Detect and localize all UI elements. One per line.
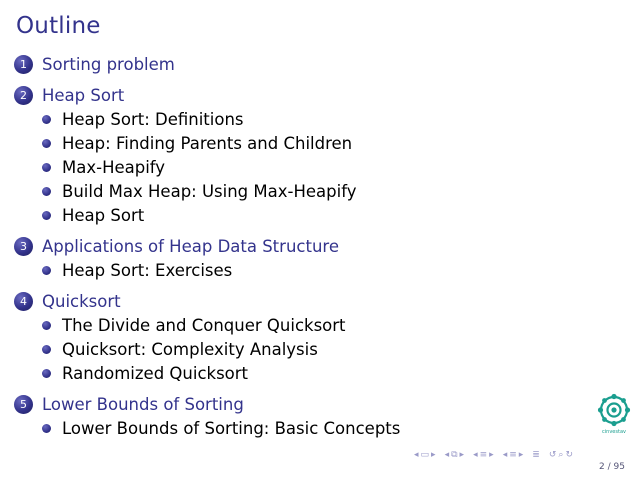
subsection-label: Heap Sort: Definitions	[62, 109, 244, 129]
page-total: 95	[613, 462, 625, 472]
subsection-link[interactable]	[42, 203, 574, 227]
subsection-link[interactable]	[42, 416, 574, 440]
next-doc-icon[interactable]: ▸	[518, 450, 524, 460]
slide-title: Outline	[16, 13, 101, 39]
bullet-icon	[42, 321, 51, 330]
subsection-link[interactable]	[42, 107, 574, 131]
appendix-icon[interactable]: ≣	[532, 450, 540, 460]
section-nav-group	[473, 450, 494, 460]
section-label: Applications of Heap Data Structure	[42, 236, 339, 256]
bullet-icon	[42, 369, 51, 378]
subsection-link[interactable]	[42, 155, 574, 179]
outline-section	[14, 289, 574, 385]
logo-text: cinvestav	[602, 429, 626, 435]
section-link-2[interactable]	[14, 83, 574, 107]
outline-section	[14, 83, 574, 227]
outline-section	[14, 392, 574, 440]
subsection-label: The Divide and Conquer Quicksort	[62, 315, 346, 335]
search-nav-group	[549, 450, 573, 460]
navigation-bar	[414, 448, 579, 462]
search-icon[interactable]: ⌕	[558, 450, 564, 460]
section-link-5[interactable]	[14, 392, 574, 416]
outline-section	[14, 52, 574, 76]
subsection-link[interactable]	[42, 258, 574, 282]
subsection-label: Heap: Finding Parents and Children	[62, 133, 353, 153]
section-label: Sorting problem	[42, 54, 175, 74]
bullet-icon	[42, 424, 51, 433]
section-icon[interactable]: ≡	[479, 450, 488, 460]
prev-frame-icon[interactable]: ◂	[414, 450, 419, 460]
frame-icon[interactable]: ▭	[420, 450, 430, 460]
subsection-label: Build Max Heap: Using Max-Heapify	[62, 181, 357, 201]
appendix-nav-group	[532, 450, 540, 460]
bullet-icon	[42, 139, 51, 148]
section-link-1[interactable]	[14, 52, 574, 76]
page-separator: /	[604, 462, 614, 472]
subsection-label: Max-Heapify	[62, 157, 166, 177]
next-section-icon[interactable]: ▸	[489, 450, 494, 460]
section-number-ball: 1	[14, 55, 33, 74]
subsection-nav-group	[445, 450, 465, 460]
bullet-icon	[42, 345, 51, 354]
outline-list	[14, 52, 574, 440]
doc-nav-group	[503, 450, 524, 460]
subsection-label: Randomized Quicksort	[62, 363, 249, 383]
subsection-link[interactable]	[42, 337, 574, 361]
subsection-link[interactable]	[42, 179, 574, 203]
back-icon[interactable]: ↺	[548, 450, 557, 460]
prev-doc-icon[interactable]: ◂	[502, 450, 508, 460]
prev-section-icon[interactable]: ◂	[473, 450, 478, 460]
prev-subsection-icon[interactable]: ◂	[444, 450, 450, 460]
section-number-ball: 2	[14, 86, 33, 105]
section-number-ball: 4	[14, 292, 33, 311]
subsection-link[interactable]	[42, 361, 574, 385]
frame-nav-group	[414, 450, 436, 460]
bullet-icon	[42, 187, 51, 196]
subsection-link[interactable]	[42, 131, 574, 155]
forward-icon[interactable]: ↻	[565, 450, 573, 460]
section-number-ball: 5	[14, 395, 33, 414]
section-label: Heap Sort	[42, 85, 125, 105]
section-number-ball: 3	[14, 237, 33, 256]
subsection-label: Heap Sort	[62, 205, 145, 225]
subsection-label: Quicksort: Complexity Analysis	[62, 339, 318, 359]
bullet-icon	[42, 115, 51, 124]
outline-section	[14, 234, 574, 282]
bullet-icon	[42, 211, 51, 220]
next-frame-icon[interactable]: ▸	[431, 450, 436, 460]
section-label: Quicksort	[42, 291, 121, 311]
subsection-icon[interactable]: ⧉	[451, 450, 458, 460]
section-label: Lower Bounds of Sorting	[42, 394, 244, 414]
subsection-label: Lower Bounds of Sorting: Basic Concepts	[62, 418, 401, 438]
subsection-label: Heap Sort: Exercises	[62, 260, 233, 280]
next-subsection-icon[interactable]: ▸	[459, 450, 465, 460]
page-number	[599, 462, 625, 472]
subsection-link[interactable]	[42, 313, 574, 337]
page-current: 2	[599, 462, 605, 472]
section-link-4[interactable]	[14, 289, 574, 313]
institution-logo	[596, 393, 632, 439]
doc-icon[interactable]: ≡	[509, 450, 517, 460]
bullet-icon	[42, 266, 51, 275]
section-link-3[interactable]	[14, 234, 574, 258]
bullet-icon	[42, 163, 51, 172]
